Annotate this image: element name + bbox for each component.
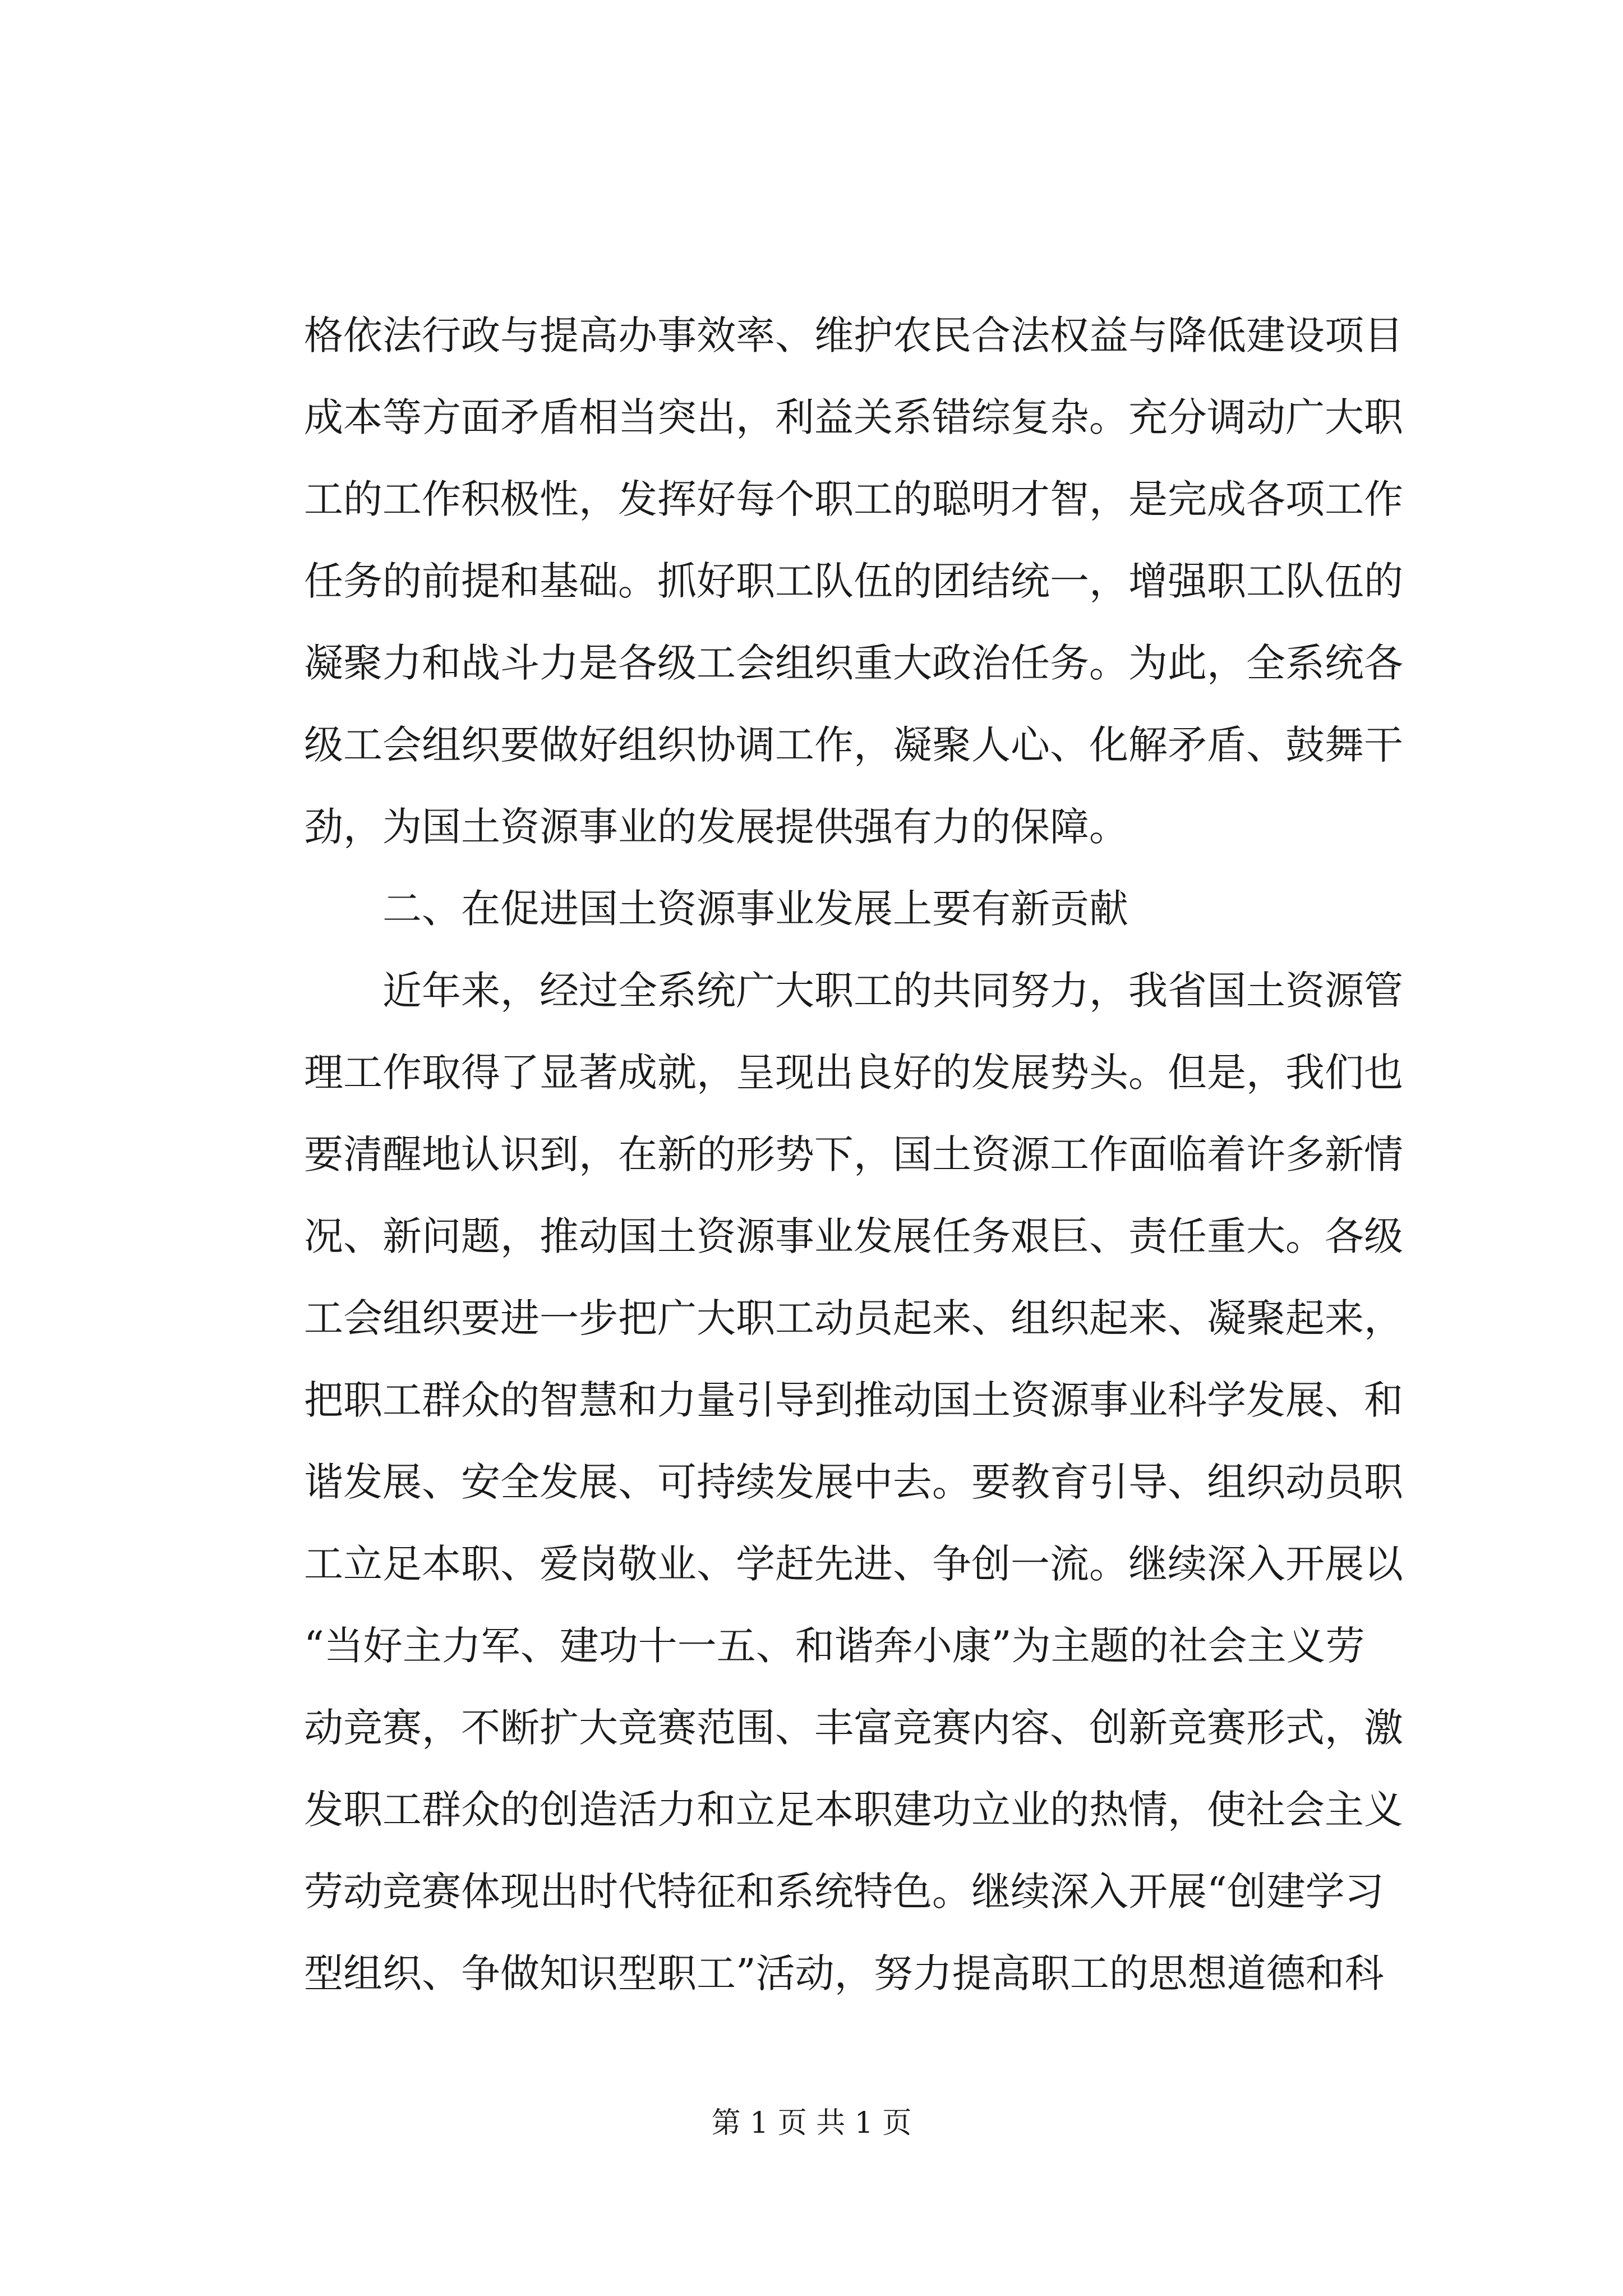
text-line: 凝聚力和战斗力是各级工会组织重大政治任务。为此，全系统各 [304,640,1403,686]
text-line: 劳动竞赛体现出时代特征和系统特色。继续深入开展“创建学习 [304,1869,1384,1915]
text-line: “当好主力军、建功十一五、和谐奔小康”为主题的社会主义劳 [304,1623,1365,1669]
text-line: 型组织、争做知识型职工”活动，努力提高职工的思想道德和科 [304,1950,1384,1996]
text-line: 把职工群众的智慧和力量引导到推动国土资源事业科学发展、和 [304,1377,1403,1423]
text-line: 工立足本职、爱岗敬业、学赶先进、争创一流。继续深入开展以 [304,1541,1403,1587]
text-line: 动竞赛，不断扩大竞赛范围、丰富竞赛内容、创新竞赛形式，激 [304,1705,1403,1751]
text-line: 工的工作积极性，发挥好每个职工的聪明才智，是完成各项工作 [304,476,1403,522]
text-line: 要清醒地认识到，在新的形势下，国土资源工作面临着许多新情 [304,1131,1403,1177]
text-line: 任务的前提和基础。抓好职工队伍的团结统一，增强职工队伍的 [304,558,1403,604]
text-line: 劲，为国土资源事业的发展提供强有力的保障。 [304,804,1128,850]
paragraph-start-line: 近年来，经过全系统广大职工的共同努力，我省国土资源管 [382,968,1403,1014]
text-line: 发职工群众的创造活力和立足本职建功立业的热情，使社会主义 [304,1787,1403,1833]
document-body [304,295,1403,2014]
text-line: 格依法行政与提高办事效率、维护农民合法权益与降低建设项目 [304,312,1403,358]
text-line: 理工作取得了显著成就，呈现出良好的发展势头。但是，我们也 [304,1050,1403,1096]
page-footer: 第 1 页 共 1 页 [711,2106,912,2140]
text-line: 谐发展、安全发展、可持续发展中去。要教育引导、组织动员职 [304,1459,1403,1505]
text-line: 成本等方面矛盾相当突出，利益关系错综复杂。充分调动广大职 [304,394,1403,440]
text-line: 级工会组织要做好组织协调工作，凝聚人心、化解矛盾、鼓舞干 [304,722,1403,768]
text-line: 况、新问题，推动国土资源事业发展任务艰巨、责任重大。各级 [304,1213,1403,1259]
text-line: 工会组织要进一步把广大职工动员起来、组织起来、凝聚起来， [304,1295,1403,1341]
paragraph-start-line: 二、在促进国土资源事业发展上要有新贡献 [382,886,1128,932]
